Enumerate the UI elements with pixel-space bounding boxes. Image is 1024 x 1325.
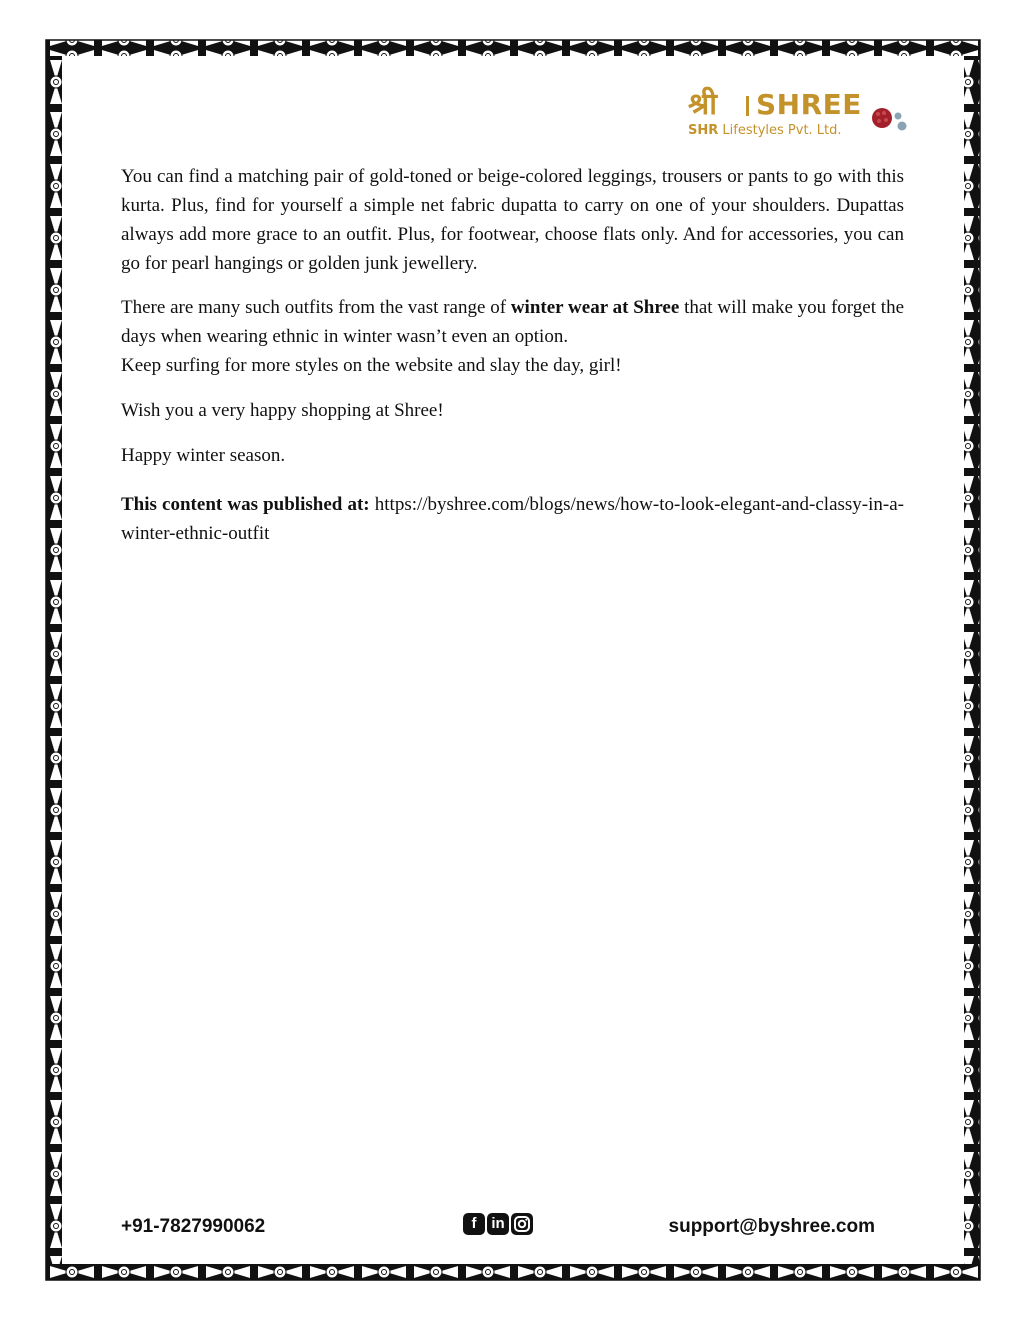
border-left: [46, 56, 62, 1264]
paragraph-source: [121, 490, 904, 548]
border-top: [46, 40, 980, 56]
instagram-icon[interactable]: [511, 1213, 533, 1235]
logo-brand: SHREE: [756, 88, 862, 121]
paragraph-wish: Wish you a very happy shopping at Shree!: [121, 400, 444, 421]
paragraph-happy-winter: Happy winter season.: [121, 445, 286, 466]
paragraph-winter-wear-text: There are many such outfits from the vast range of: [121, 297, 511, 318]
logo-company-bold: SHR: [688, 123, 719, 138]
article-body: [121, 162, 904, 548]
paragraph-winter-wear: [121, 293, 904, 380]
border-bottom: [46, 1264, 980, 1280]
source-label: This content was published at:: [121, 494, 370, 515]
footer-email[interactable]: support@byshree.com: [668, 1216, 875, 1237]
logo-company: [688, 122, 842, 140]
winter-wear-link-text: winter wear at Shree: [510, 297, 680, 318]
paragraph-winter-wear-rest: that will make you forget the days when wearing ethnic in winter wasn’t even an option.: [121, 297, 904, 347]
source-url[interactable]: https://byshree.com/blogs/news/how-to-look-elegant-and-classy-in-a-winter-ethnic-outfit: [121, 494, 904, 544]
paragraph-keep-surfing: Keep surfing for more styles on the website and slay the day, girl!: [121, 355, 622, 376]
rudraksha-icon: [870, 104, 910, 138]
border-right: [964, 56, 980, 1264]
linkedin-icon[interactable]: in: [487, 1213, 509, 1235]
facebook-icon[interactable]: f: [463, 1213, 485, 1235]
logo-separator: [746, 96, 749, 116]
logo-company-rest: Lifestyles Pvt. Ltd.: [718, 123, 842, 138]
company-logo: [688, 88, 910, 144]
footer-social-icons: [463, 1213, 533, 1237]
footer-phone[interactable]: +91-7827990062: [121, 1216, 266, 1237]
logo-devanagari: श्री: [688, 87, 718, 122]
paragraph-leggings: You can find a matching pair of gold-toned or beige-colored leggings, trousers or pants to go with this kurta. Plus, find for yourself a simple net fabric dupatta to carry on one of your shoulders. Dupattas always add more grace to an outfit. Plus, for footwear, choose flats only. And for accessories, you can go for pearl hangings or golden junk jewellery.: [121, 166, 904, 274]
